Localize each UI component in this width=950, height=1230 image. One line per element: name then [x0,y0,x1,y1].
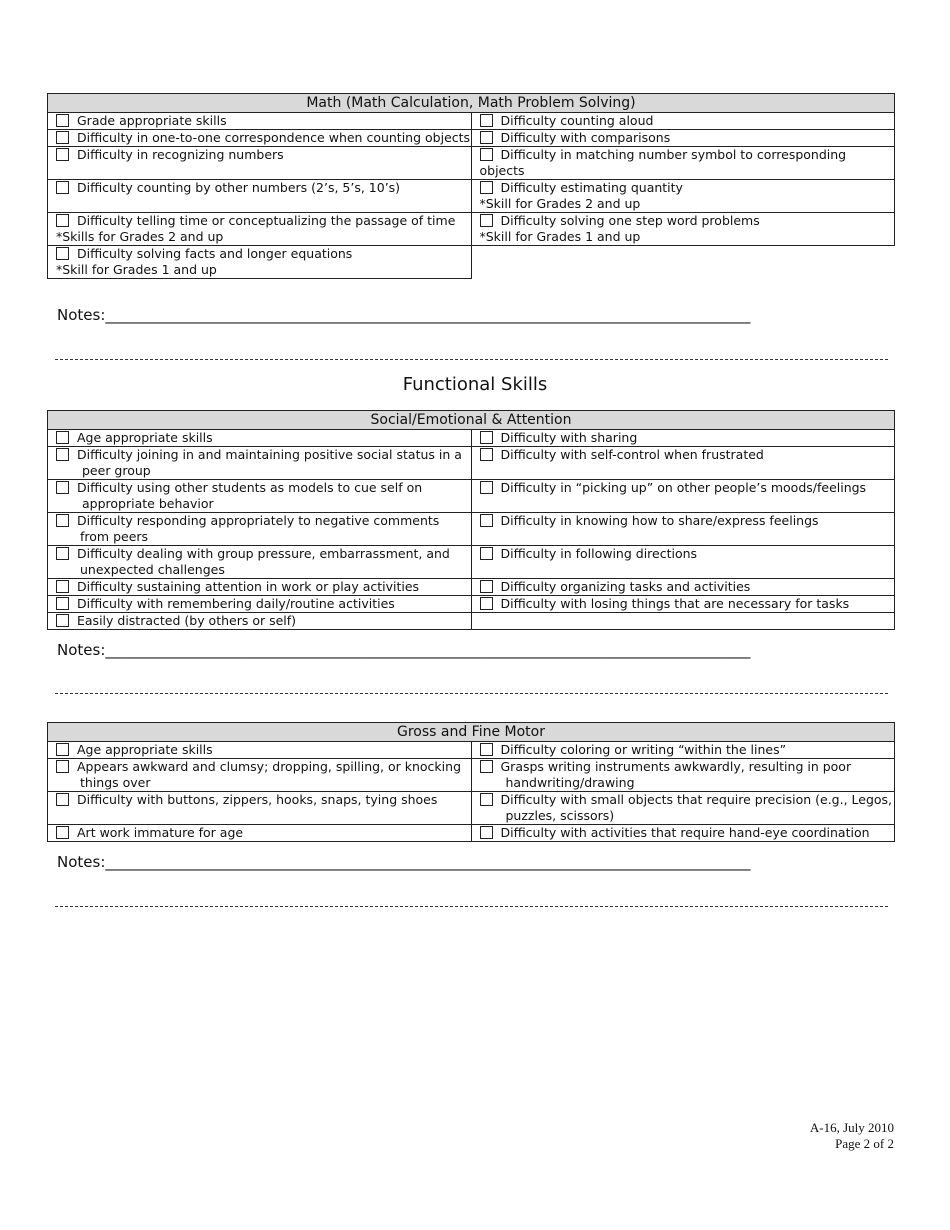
checkbox[interactable] [56,214,69,227]
item-label: Difficulty telling time or conceptualizing the passage of time [77,213,456,228]
checkbox[interactable] [480,793,493,806]
social-table [47,410,895,630]
notes-label: Notes: [57,641,106,659]
checkbox[interactable] [56,514,69,527]
grade-note: *Skill for Grades 1 and up [479,229,641,244]
checkbox[interactable] [480,580,493,593]
notes-line[interactable]: Notes:______________________________________________________________________________________ [57,641,751,659]
form-id: A-16, July 2010 [809,1120,894,1135]
checkbox[interactable] [480,181,493,194]
checkbox[interactable] [56,148,69,161]
item-label: Grade appropriate skills [77,113,227,128]
notes-rule[interactable] [55,359,888,360]
item-label: Easily distracted (by others or self) [77,613,297,628]
checkbox[interactable] [56,181,69,194]
grade-note: *Skills for Grades 2 and up [56,229,224,244]
checkbox[interactable] [56,547,69,560]
checkbox[interactable] [480,743,493,756]
item-label: Difficulty with comparisons [500,130,671,145]
checkbox[interactable] [56,247,69,260]
page-number: Page 2 of 2 [835,1136,894,1151]
item-label: Difficulty in one-to-one correspondence when counting objects [77,130,471,145]
checkbox[interactable] [480,131,493,144]
checkbox[interactable] [480,148,493,161]
checkbox[interactable] [56,614,69,627]
checkbox[interactable] [480,826,493,839]
motor-table [47,722,895,842]
checkbox[interactable] [480,214,493,227]
item-label: Difficulty organizing tasks and activities [500,579,751,594]
item-label: Age appropriate skills [77,430,213,445]
checkbox[interactable] [56,793,69,806]
item-label: Difficulty solving facts and longer equations [77,246,353,261]
item-label: Difficulty with remembering daily/routine activities [77,596,395,611]
grade-note: *Skill for Grades 2 and up [479,196,641,211]
item-label: Appears awkward and clumsy; dropping, spilling, or knocking things over [77,759,462,790]
item-label: Difficulty with self-control when frustrated [500,447,764,462]
notes-rule[interactable] [55,906,888,907]
math-header: Math (Math Calculation, Math Problem Solving) [48,94,895,113]
checkbox[interactable] [480,760,493,773]
item-label: Difficulty with activities that require hand-eye coordination [500,825,870,840]
item-label: Difficulty in “picking up” on other people’s moods/feelings [500,480,867,495]
item-label: Difficulty dealing with group pressure, embarrassment, and unexpected challenges [77,546,450,577]
item-label: Difficulty in recognizing numbers [77,147,284,162]
notes-line[interactable]: Notes:______________________________________________________________________________________ [57,306,751,324]
checkbox[interactable] [56,448,69,461]
item-label: Difficulty with buttons, zippers, hooks, snaps, tying shoes [77,792,438,807]
item-label: Difficulty with small objects that require precision (e.g., Legos, puzzles, scissors) [500,792,893,823]
motor-header: Gross and Fine Motor [48,723,895,742]
social-header: Social/Emotional & Attention [48,411,895,430]
checkbox[interactable] [56,114,69,127]
item-label: Difficulty sustaining attention in work or play activities [77,579,420,594]
checkbox[interactable] [56,131,69,144]
item-label: Difficulty estimating quantity [500,180,683,195]
checkbox[interactable] [56,481,69,494]
item-label: Grasps writing instruments awkwardly, resulting in poor handwriting/drawing [500,759,852,790]
item-label: Difficulty using other students as models to cue self on appropriate behavior [77,480,423,511]
page-footer [810,1120,894,1152]
item-label: Difficulty with losing things that are necessary for tasks [500,596,850,611]
item-label: Difficulty solving one step word problems [500,213,760,228]
section-title: Functional Skills [402,374,548,395]
item-label: Difficulty in following directions [500,546,698,561]
notes-label: Notes: [57,853,106,871]
item-label: Age appropriate skills [77,742,213,757]
checkbox[interactable] [56,760,69,773]
math-table [47,93,895,279]
grade-note: *Skill for Grades 1 and up [56,262,217,277]
item-label: Difficulty joining in and maintaining positive social status in a peer group [77,447,462,478]
item-label: Art work immature for age [77,825,244,840]
checkbox[interactable] [56,743,69,756]
checkbox[interactable] [480,448,493,461]
item-label: Difficulty counting by other numbers (2’s, 5’s, 10’s) [77,180,401,195]
item-label: Difficulty counting aloud [500,113,654,128]
checkbox[interactable] [56,580,69,593]
item-label: Difficulty in matching number symbol to corresponding objects [479,147,847,178]
checkbox[interactable] [56,597,69,610]
checkbox[interactable] [56,431,69,444]
checkbox[interactable] [480,481,493,494]
checkbox[interactable] [480,114,493,127]
item-label: Difficulty responding appropriately to negative comments from peers [77,513,440,544]
checkbox[interactable] [56,826,69,839]
notes-rule[interactable] [55,693,888,694]
item-label: Difficulty coloring or writing “within the lines” [500,742,787,757]
checkbox[interactable] [480,431,493,444]
item-label: Difficulty with sharing [500,430,638,445]
notes-line[interactable]: Notes:______________________________________________________________________________________ [57,853,751,871]
notes-label: Notes: [57,306,106,324]
checkbox[interactable] [480,597,493,610]
checkbox[interactable] [480,547,493,560]
checkbox[interactable] [480,514,493,527]
item-label: Difficulty in knowing how to share/express feelings [500,513,819,528]
